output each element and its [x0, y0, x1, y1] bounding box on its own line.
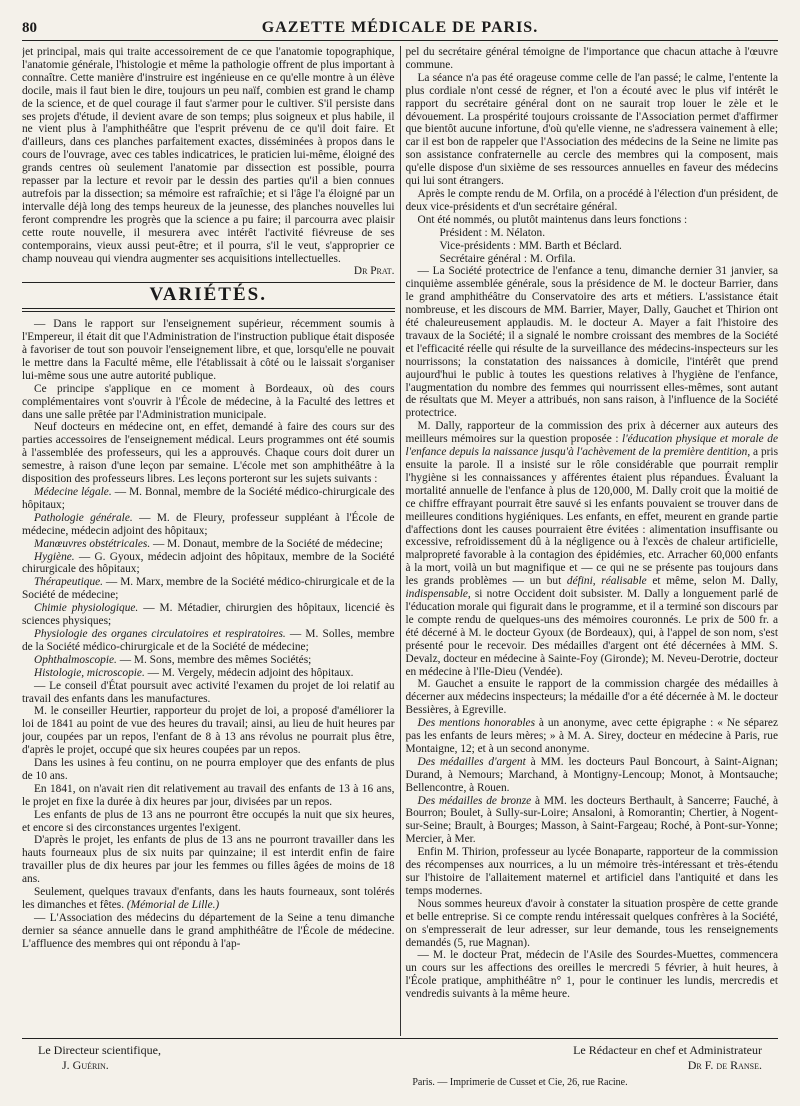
paragraph: Les enfants de plus de 13 ans ne pourront être occupés la nuit que six heures, et encore si des circonstances urgentes l'exigent. [22, 808, 395, 834]
course-item [22, 576, 395, 602]
course-subject: Ophthalmoscopie. [34, 653, 117, 666]
paragraph [406, 717, 779, 756]
course-subject: Médecine légale. [34, 486, 112, 498]
paragraph: D'après le projet, les enfants de plus de 13 ans ne pourront travailler dans les hauts fourneaux plus de six nuits par quinzaine; il est interdit enfin de faire travailler plus de dix heures par jour les femmes ou filles âgées de moins de 18 ans. [22, 834, 395, 886]
course-teacher: — M. Métadier, chirurgien des hôpitaux, licencié ès sciences physiques; [22, 602, 395, 628]
paragraph [22, 886, 395, 912]
officer-secretary: Secrétaire général : M. Orfila. [439, 252, 576, 265]
award-label: Des médailles de bronze [417, 794, 532, 807]
footer-names [22, 1058, 778, 1073]
paragraph: Dans les usines à feu continu, on ne pourra employer que des enfants de plus de 10 ans. [22, 757, 395, 782]
article-columns [22, 46, 778, 1036]
course-teacher: — G. Gyoux, médecin adjoint des hôpitaux, membre de la Société chirurgicale des hôpitaux; [22, 550, 395, 576]
course-subject: Manœuvres obstétricales. [34, 537, 151, 550]
paragraph-text: et même, selon M. Dally, [646, 575, 778, 588]
paragraph-text: à MM. les docteurs Paul Boncourt, à Saint-Aignan; Durand, à Nemours; Marchand, à Montigny-Lencoup; Monot, à Montsauche; Bellencontre, à Rouen. [405, 755, 778, 794]
paragraph: Nous sommes heureux d'avoir à constater la situation prospère de cette grande et belle entreprise. Si ce compte rendu intéressait quelques confrères à la Société, on s'empresserait de leur adresser, sur leur demande, tous les renseignements demandés (5, rue Magnan). [405, 897, 778, 949]
paragraph: En 1841, on n'avait rien dit relativement au travail des enfants de 13 à 16 ans, le projet en fixe la durée à dix heures par jour, divisées par un repos. [22, 782, 395, 808]
course-teacher: — M. Solles, membre de la Société médico-chirurgicale et de la Société de médecine; [22, 627, 395, 653]
paragraph: M. le conseiller Heurtier, rapporteur du projet de loi, a proposé d'améliorer la loi de 1841 au point de vue des heures du travail; ainsi, au lieu de huit heures par jour, coupées par un repos, l'enfant de 8 à 13 ans révolus ne pourrait plus être, d'après le projet, occupé que six heures coupées par un repos. [22, 705, 395, 757]
paragraph: — L'Association des médecins du département de la Seine a tenu dimanche dernier sa séance annuelle dans le grand amphithéâtre de l'École de médecine. L'affluence des membres qui ont répondu à l'ap- [22, 911, 395, 950]
paragraph [406, 420, 779, 678]
page-header [22, 14, 778, 41]
page-footer [22, 1038, 778, 1098]
paragraph: jet principal, mais qui traite accessoirement de ce que l'anatomie topographique, l'anatomie générale, l'histologie et même la pathologie offrent de plus important à connaître. Cette manière d'instruire est ingénieuse en ce qu'elle montre à un élève docile, mais il faut bien le dire, toujours un peu naïf, combien est grand le champ de la science, et de quel courage il faut s'armer pour le cultiver. S'il persiste dans ses projets d'étude, il devient avare de son temps; plus soigneux et plus habile, il ne vient plus à l'amphithéâtre que l'esprit prévenu de ce qu'il doit faire. Et d'ailleurs, dans ces planches parfaitement exactes, disséminées à propos dans le cours de l'ouvrage, avec ces tables indicatrices, le praticien lui-même, éloigné des grands centres où seulement l'anatomie par dissection est possible, pourra repasser par la lecture et revoir par le dessin des parties qu'il a bien connues autrefois par la dissection; sa mémoire est rafraîchie; et si l'âge l'a éloigné par un intervalle déjà long des temps heureux de la jeunesse, des planches nouvelles lui feront comprendre les progrès que la science a pu faire; il parcourra avec plaisir cette route nouvelle, il mesurera avec intérêt l'activité fiévreuse de ses contemporains, vieux aussi peut-être; et il pourra, s'il le veut, s'approprier ce champ nouveau qui viendra augmenter ses acquisitions intellectuelles. [22, 46, 395, 265]
paragraph [406, 795, 779, 847]
director-role: Le Directeur scientifique, [38, 1043, 161, 1057]
course-item [22, 538, 395, 551]
paragraph: — Dans le rapport sur l'enseignement supérieur, récemment soumis à l'Empereur, il était dit que l'Administration de l'instruction publique était disposée à favoriser de tout son pouvoir l'enseignement libre, et que, lorsqu'elle ne pouvait le mettre dans la Faculté même, elle l'établissait à côté ou le laissait s'organiser lui-même sous une autre autorité publique. [22, 318, 395, 382]
course-subject: Chimie physiologique. [34, 602, 139, 615]
section-title: VARIÉTÉS. [149, 284, 267, 306]
section-divider [22, 308, 395, 312]
footer-rule [22, 1038, 778, 1039]
course-item [22, 551, 395, 577]
journal-title: GAZETTE MÉDICALE DE PARIS. [261, 19, 539, 36]
course-teacher: — M. Marx, membre de la Société médico-chirurgicale et de la Société de médecine; [22, 576, 395, 602]
paragraph-text: , si notre Occident doit subsister. M. Dally a longuement parlé de l'éducation morale qui figurait dans le programme, et il a terminé son discours par le compte rendu de quelques-uns des mémoires couronnés. Le prix de 500 fr. a été décerné à M. le docteur Gyoux (de Bordeaux), qui, à l'appel de son nom, s'est présenté pour le recevoir. Des médailles d'argent ont été décernées à MM. S. Devalz, docteur en médecine à Sainte-Foy (Gironde); M. Neveu-Derotrie, docteur en médecine à l'Ile-Dieu (Vendée). [405, 588, 778, 678]
paragraph: — La Société protectrice de l'enfance a tenu, dimanche dernier 31 janvier, sa cinquième assemblée générale, sous la présidence de M. le docteur Barrier, dans le grand amphithéâtre du Conservatoire des arts et métiers. L'assistance était nombreuse, et les discours de MM. Barrier, Mayer, Dally, Gauchet et Thirion ont été chaleureusement applaudis. M. le docteur A. Mayer a fait l'histoire des travaux de la Société; il a signalé le nombre croissant des membres de la Société et l'efficacité réelle qui résulte de la surveillance des médecins-inspecteurs sur les nourrissons; la constatation des naissances à domicile, l'intérêt que prend aujourd'hui le public à toutes les questions relatives à l'hygiène de l'enfance, l'augmentation du nombre des femmes qui nourrissent elles-mêmes, sont autant de résultats que M. Meyer a attribués, non sans raison, à l'influence de la Société protectrice. [405, 265, 778, 420]
course-subject: Hygiène. [34, 550, 75, 563]
right-column [401, 46, 779, 1036]
award-label: Des médailles d'argent [417, 755, 526, 768]
paragraph-text: à un anonyme, avec cette épigraphe : « Ne séparez pas les enfants de leurs mères; » à M. A. Sirey, docteur en médecine à Paris, rue Montaigne, 12; et à un second anonyme. [405, 717, 778, 755]
author-signature: Dr Prat. [353, 265, 395, 278]
director-name: J. Guérin. [62, 1058, 109, 1072]
paragraph-text: M. Dally, rapporteur de la commission des prix à décerner aux auteurs des meilleurs mémoires sur la question proposée : [405, 420, 778, 446]
paragraph-text: , a pris ensuite la parole. Il a insisté sur le rôle considérable que pourrait remplir l'hygiène si les connaissances y afférentes étaient plus répandues. Évaluant la mortalité annuelle de l'enfance à plus de 120,000, M. Dally croit que la moitié de ce chiffre effrayant pourrait être sauvé si les enfants pouvaient se trouver dans de meilleures conditions hygiéniques. Les enfants, en effet, meurent en grande partie d'affections dont les causes pourraient être évitées : alimentation insuffisante ou excessive, refroidissement dû à la négligence ou à l'excès de chaleur artificielle, malpropreté favorable à la contagion des épidémies, etc. Arracher 60,000 enfants à la mort, voilà un but magnifique et — ce qui ne se présente pas toujours dans les grands problèmes — un but [405, 446, 778, 588]
left-column [22, 46, 400, 1036]
editor-name: Dr F. de Ranse. [687, 1058, 762, 1072]
emphasis: défini, réalisable [566, 575, 647, 588]
paragraph-text: à MM. les docteurs Berthault, à Sancerre; Fauché, à Bourron; Boulet, à Sully-sur-Loire; Ansaloni, à Romorantin; Chertier, à Nogent-sur-Seine; Brault, à Bourges; Masson, à Saint-Fargeau; Roché, à Pont-sur-Yonne; Mercier, à Mer. [405, 794, 778, 846]
course-subject: Pathologie générale. [34, 511, 133, 524]
page-number: 80 [22, 20, 37, 36]
paragraph: Après le compte rendu de M. Orfila, on a procédé à l'élection d'un président, de deux vice-présidents et d'un secrétaire général. [405, 187, 778, 213]
course-teacher: — M. de Fleury, professeur suppléant à l'École de médecine, médecin adjoint des hôpitaux; [22, 511, 395, 537]
course-item [22, 602, 395, 628]
course-teacher: — M. Donaut, membre de la Société de médecine; [150, 537, 383, 550]
paragraph: Ce principe s'applique en ce moment à Bordeaux, où des cours complémentaires vont s'ouvrir à l'École de médecine, à la Faculté des lettres et dans une salle prêtée par l'Administration municipale. [22, 382, 395, 421]
prize-topic: l'éducation physique et morale de l'enfance depuis la naissance jusqu'à l'achèvement de la première dentition [405, 433, 778, 459]
course-item [22, 667, 395, 680]
course-subject: Histologie, microscopie. [34, 666, 145, 679]
course-teacher: — M. Sons, membre des mêmes Sociétés; [116, 653, 312, 666]
footer-roles [22, 1043, 778, 1058]
paragraph: — Le conseil d'État poursuit avec activité l'examen du projet de loi relatif au travail des enfants dans les manufactures. [22, 679, 395, 705]
source-citation: (Mémorial de Lille.) [126, 899, 220, 911]
paragraph: Ont été nommés, ou plutôt maintenus dans leurs fonctions : [417, 213, 688, 226]
paragraph: M. Gauchet a ensuite le rapport de la commission chargée des médailles à décerner aux médecins inspecteurs; la médaille d'or a été décernée à M. le docteur Bessières, à Egreville. [405, 678, 778, 717]
paragraph: pel du secrétaire général témoigne de l'importance que chacun attache à l'œuvre commune. [405, 46, 778, 71]
course-subject: Physiologie des organes circulatoires et respiratoires. [34, 627, 286, 640]
course-item [22, 654, 395, 667]
paragraph: — M. le docteur Prat, médecin de l'Asile des Sourdes-Muettes, commencera un cours sur les affections des oreilles le mercredi 5 février, à huit heures, à l'École pratique, amphithéâtre n° 1, pour le continuer les lundis, mercredis et vendredis suivants à la même heure. [405, 949, 778, 1001]
editor-role: Le Rédacteur en chef et Administrateur [573, 1043, 762, 1057]
award-label: Des mentions honorables [417, 717, 535, 730]
officer-vice-presidents: Vice-présidents : MM. Barth et Béclard. [439, 239, 622, 252]
paragraph-text: Seulement, quelques travaux d'enfants, dans les hauts fourneaux, sont tolérés les dimanches et fêtes. [22, 886, 395, 911]
course-item [22, 486, 395, 512]
course-teacher: — M. Vergely, médecin adjoint des hôpitaux. [144, 666, 354, 679]
emphasis: indispensable [405, 588, 468, 601]
paragraph [406, 756, 779, 795]
paragraph: Enfin M. Thirion, professeur au lycée Bonaparte, rapporteur de la commission des récompenses aux nourrices, a lu un mémoire très-intéressant et très-étendu sur l'histoire de l'allaitement maternel et artificiel dans l'antiquité et dans les temps modernes. [405, 846, 778, 897]
course-subject: Thérapeutique. [34, 576, 103, 589]
newspaper-page [22, 14, 778, 1094]
course-item [22, 628, 395, 654]
course-item [22, 512, 395, 538]
course-teacher: — M. Bonnal, membre de la Société médico-chirurgicale des hôpitaux; [22, 486, 395, 511]
printer-imprint: Paris. — Imprimerie de Cusset et Cie, 26, rue Racine. [412, 1077, 628, 1088]
officer-president: Président : M. Nélaton. [439, 226, 546, 239]
paragraph: La séance n'a pas été orageuse comme celle de l'an passé; le calme, l'entente la plus cordiale n'ont cessé de régner, et l'on a écouté avec le plus vif intérêt le rapport du secrétaire général dont on ne saurait trop louer le zèle et le dévouement. La prospérité toujours croissante de l'Association permet d'affirmer que bientôt aucune infortune, d'où qu'elle vienne, ne s'adressera vainement à elle; car il est bon de rappeler que l'Association des médecins de la Seine ne limite pas son assistance confraternelle au cercle des membres qui la composent, mais qu'elle dispose d'un sixième de ses ressources annuelles en faveur des médecins qui lui sont étrangers. [405, 71, 778, 188]
paragraph: Neuf docteurs en médecine ont, en effet, demandé à faire des cours sur des parties accessoires de l'enseignement médical. Leurs programmes ont été soumis à l'assemblée des professeurs, qui les a approuvés. Chaque cours doit durer un semestre, à raison d'une leçon par semaine. L'école met son amphithéâtre à la disposition des professeurs libres. Les leçons porteront sur les sujets suivants : [22, 421, 395, 486]
